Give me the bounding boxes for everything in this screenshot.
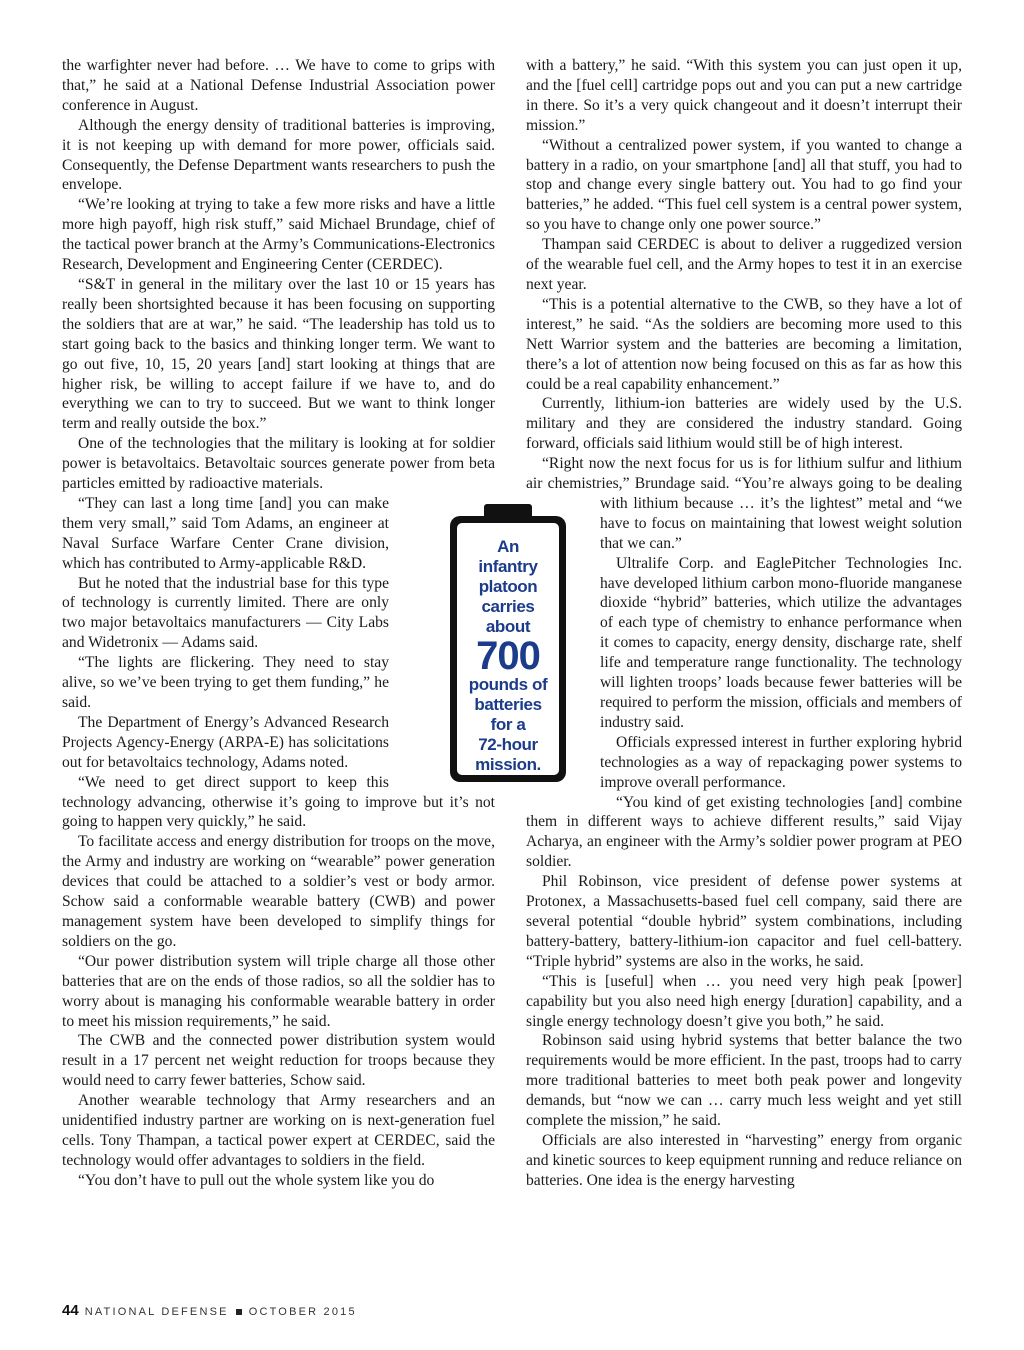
paragraph: Ultralife Corp. and EaglePitcher Technologies Inc. have developed lithium carbon mono-fluoride manganese dioxide “hybrid” batteries, which utilize the advantages of each type of chemistry to enhance performance when it comes to capacity, energy density, discharge rate, shelf life and temperature range functionality. The technology will lighten troops’ loads because fewer batteries will be required to perform the mission, officials and members of industry said. (600, 554, 962, 731)
page-number: 44 (62, 1302, 79, 1319)
left-column (62, 56, 495, 1191)
paragraph: Officials expressed interest in further exploring hybrid technologies as a way of repackaging power systems to improve overall performance. (600, 733, 962, 791)
paragraph: “Right now the next focus for us is for lithium sulfur and lithium air chemistries,” Brundage said. “You’re always going to be dealing with lithium because … it’s the lightest” metal and “we have to focus on maintaining that lowest weight solution that we can.” (526, 455, 962, 552)
callout-line: for a (490, 715, 526, 734)
paragraph: “This is a potential alternative to the CWB, so they have a lot of interest,” he said. “As the soldiers are becoming more used to this Nett Warrior system and the batteries are becoming a limitation, there’s a lot of attention now being focused on this as far as how this could be a real capability enhancement.” (526, 295, 962, 393)
paragraph: Thampan said CERDEC is about to deliver a ruggedized version of the wearable fuel cell, and the Army hopes to test it in an exercise next year. (526, 236, 962, 293)
paragraph: “The lights are flickering. They need to stay alive, so we’ve been trying to get them funding,” he said. (62, 654, 389, 711)
paragraph: “We’re looking at trying to take a few more risks and have a little more high payoff, high risk stuff,” said Michael Brundage, chief of the tactical power branch at the Army’s Communications-Electronics Research, Development and Engineering Center (CERDEC). (62, 196, 495, 274)
paragraph: “Without a centralized power system, if you wanted to change a battery in a radio, on your smartphone [and] all that stuff, you had to stop and change every single battery out. You had to go find your batteries,” he added. “This fuel cell system is a central power system, so you have to change only one power source.” (526, 136, 962, 234)
paragraph: “You kind of get existing technologies [and] combine them in different ways to achieve different results,” said Vijay Acharya, an engineer with the Army’s soldier power program at PEO soldier. (526, 793, 962, 871)
paragraph: “S&T in general in the military over the last 10 or 15 years has really been shortsighted because it has been focusing on supporting the soldiers that are at war,” he said. “The leadership has told us to start going back to the basics and thinking longer term. We want to go out five, 10, 15, 20 years [and] start looking at things that are higher risk, be willing to accept failure if we have to, and do everything we can to try to succeed. But we want to think longer term and really outside the box.” (62, 275, 495, 433)
callout-line: platoon (478, 577, 538, 596)
paragraph: One of the technologies that the military is looking at for soldier power is betavoltaics. Betavoltaic sources generate power from beta particles emitted by radioactive materials. (62, 435, 495, 493)
callout-line: pounds of (468, 675, 548, 694)
page-footer (62, 1302, 357, 1319)
paragraph: The CWB and the connected power distribution system would result in a 17 percent net weight reduction for troops because they would need to carry fewer batteries, Schow said. (62, 1032, 495, 1090)
callout-text (457, 523, 559, 775)
callout-line: about (485, 617, 531, 636)
battery-icon (450, 516, 566, 782)
paragraph: “We need to get direct support to keep this technology advancing, otherwise it’s going to improve but it’s not going to happen very quickly,” he said. (62, 773, 495, 831)
paragraph: with a battery,” he said. “With this system you can just open it up, and the [fuel cell] cartridge pops out and you can put a new cartridge in there. So it’s a very quick changeout and it doesn’t interrupt their mission.” (526, 57, 962, 134)
paragraph: Officials are also interested in “harvesting” energy from organic and kinetic sources to keep equipment running and reduce reliance on batteries. One idea is the energy harvesting (526, 1131, 962, 1189)
right-column (526, 56, 962, 1191)
paragraph: Although the energy density of traditional batteries is improving, it is not keeping up with demand for more power, officials said. Consequently, the Defense Department wants researchers to push the envelope. (62, 116, 495, 194)
paragraph: Phil Robinson, vice president of defense power systems at Protonex, a Massachusetts-based fuel cell company, said there are several potential “double hybrid” system combinations, including battery-battery, battery-lithium-ion capacitor and fuel cell-battery. “Triple hybrid” systems are also in the works, he said. (526, 873, 962, 970)
paragraph: the warfighter never had before. … We have to come to grips with that,” he said at a National Defense Industrial Association power conference in August. (62, 57, 495, 114)
callout-line: carries (481, 597, 535, 616)
paragraph: Another wearable technology that Army researchers and an unidentified industry partner are working on is next-generation fuel cells. Tony Thampan, a tactical power expert at CERDEC, said the technology would offer advantages to soldiers in the field. (62, 1092, 495, 1169)
publication-name: NATIONAL DEFENSE (84, 1306, 229, 1318)
callout-line: mission. (475, 755, 541, 774)
separator-square-icon (236, 1309, 242, 1315)
callout-number: 700 (476, 634, 540, 678)
battery-callout (450, 504, 566, 784)
paragraph: The Department of Energy’s Advanced Research Projects Agency-Energy (ARPA-E) has solicitations out for betavoltaics technology, Adams noted. (62, 713, 389, 771)
callout-line: batteries (474, 695, 542, 714)
callout-line: 72-hour (478, 735, 538, 754)
paragraph: “Our power distribution system will triple charge all those other batteries that are on the ends of those radios, so all the soldier has to worry about is managing his conformable wearable battery in order to meet his mission requirements,” he said. (62, 952, 495, 1030)
paragraph: But he noted that the industrial base for this type of technology is currently limited. There are only two major betavoltaics manufacturers — City Labs and Widetronix — Adams said. (62, 574, 389, 652)
callout-line: An (497, 537, 519, 556)
paragraph: “They can last a long time [and] you can make them very small,” said Tom Adams, an engineer at Naval Surface Warfare Center Crane division, which has contributed to Army-applicable R&D. (62, 494, 389, 572)
paragraph: “You don’t have to pull out the whole system like you do (78, 1171, 435, 1189)
paragraph: “This is [useful] when … you need very high peak [power] capability but you also need high energy [duration] capability, and a single energy technology doesn’t give you both,” he said. (526, 972, 962, 1030)
paragraph: Robinson said using hybrid systems that better balance the two requirements would be more efficient. In the past, troops had to carry more traditional batteries to meet both peak power and longevity demands, but “now we can … carry much less weight and yet still complete the mission,” he said. (526, 1032, 962, 1130)
paragraph: Currently, lithium-ion batteries are widely used by the U.S. military and they are considered the industry standard. Going forward, officials said lithium would still be of high interest. (526, 395, 962, 453)
callout-line: infantry (478, 557, 538, 576)
paragraph: To facilitate access and energy distribution for troops on the move, the Army and industry are working on “wearable” power generation devices that could be attached to a soldier’s vest or body armor. Schow said a conformable wearable battery (CWB) and power management system have been developed to simplify things for soldiers on the go. (62, 833, 495, 950)
issue-date: OCTOBER 2015 (248, 1306, 357, 1318)
